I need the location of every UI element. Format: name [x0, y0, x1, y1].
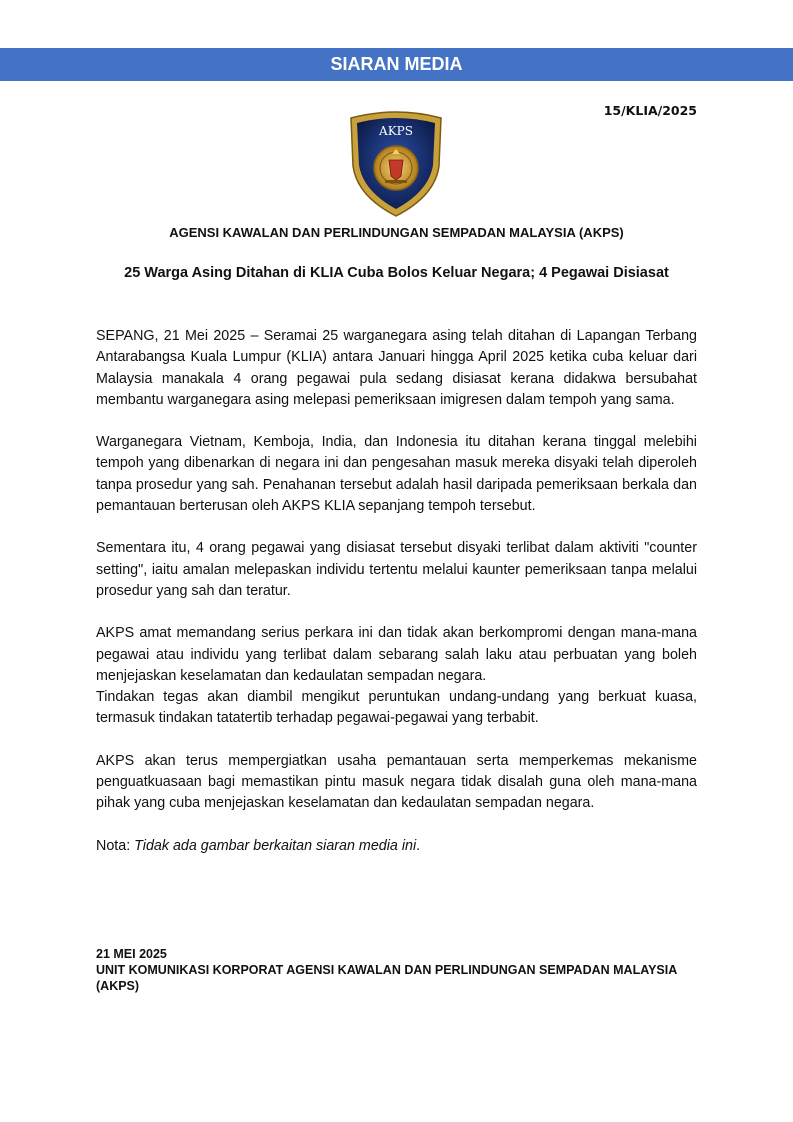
note-label: Nota: [96, 837, 131, 854]
reference-number: 15/KLIA/2025 [603, 103, 697, 118]
banner [0, 48, 793, 81]
paragraph: Warganegara Vietnam, Kemboja, India, dan Indonesia itu ditahan kerana tinggal melebihi tempoh yang dibenarkan di negara ini dan pengesahan masuk mereka disyaki telah diperoleh tanpa prosedur yang sah. Penahanan tersebut adalah hasil daripada pemeriksaan berkala dan pemantauan berterusan oleh AKPS KLIA sepanjang tempoh tersebut. [96, 434, 697, 515]
paragraph: AKPS akan terus mempergiatkan usaha pemantauan serta memperkemas mekanisme penguatkuasaan bagi memastikan pintu masuk negara tidak disalah guna oleh mana-mana pihak yang cuba menjejaskan keselamatan dan kedaulatan sempadan negara. [96, 752, 697, 812]
banner-title: SIARAN MEDIA [330, 54, 463, 74]
note [96, 836, 697, 857]
headline: 25 Warga Asing Ditahan di KLIA Cuba Bolos Keluar Negara; 4 Pegawai Disiasat [124, 265, 669, 281]
logo-text: AKPS [379, 124, 413, 138]
footer-unit: UNIT KOMUNIKASI KORPORAT AGENSI KAWALAN DAN PERLINDUNGAN SEMPADAN MALAYSIA (AKPS) [96, 963, 677, 993]
paragraph: SEPANG, 21 Mei 2025 – Seramai 25 warganegara asing telah ditahan di Lapangan Terbang Antarabangsa Kuala Lumpur (KLIA) antara Januari hingga April 2025 ketika cuba keluar dari Malaysia manakala 4 orang pegawai pula sedang disiasat kerana didakwa bersubahat membantu warganegara asing melepasi pemeriksaan imigresen dalam tempoh yang sama. [96, 328, 697, 408]
paragraph: Sementara itu, 4 orang pegawai yang disiasat tersebut disyaki terlibat dalam aktiviti "counter setting", iaitu amalan melepaskan individu tertentu melalui kaunter pemeriksaan tanpa melalui prosedur yang sah dan teratur. [96, 540, 697, 599]
note-text: Tidak ada gambar berkaitan siaran media ini [134, 837, 417, 854]
paragraph: AKPS amat memandang serius perkara ini dan tidak akan berkompromi dengan mana-mana pegawai atau individu yang terlibat dalam sebarang salah laku atau perbuatan yang boleh menjejaskan keselamatan dan kedaulatan sempadan negara. [96, 625, 697, 684]
akps-crest-icon [345, 108, 447, 218]
footer-date: 21 MEI 2025 [96, 947, 167, 961]
note-end: . [416, 837, 421, 854]
footer [96, 946, 697, 994]
paragraph: Tindakan tegas akan diambil mengikut peruntukan undang-undang yang berkuat kuasa, termasuk tindakan tatatertib terhadap pegawai-pegawai yang terbabit. [96, 689, 697, 727]
article-body [96, 326, 697, 878]
agency-name: AGENSI KAWALAN DAN PERLINDUNGAN SEMPADAN MALAYSIA (AKPS) [169, 225, 624, 240]
